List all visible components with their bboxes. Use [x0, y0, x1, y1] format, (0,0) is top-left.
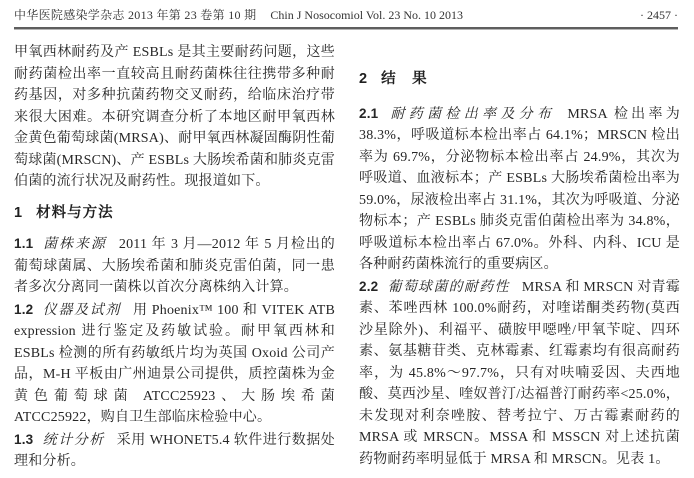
section-2-number: 2 [359, 71, 369, 87]
left-column [14, 42, 335, 473]
continuation-paragraph: 甲氧西林耐药及产 ESBLs 是其主要耐药问题，这些耐药菌检出率一直较高且耐药菌株往往携带多种耐药基因，对多种抗菌药物交叉耐药，给临床治疗带来很大困难。本研究调查分析了本地区耐甲氧西林金黄色葡萄球菌(MRSA)、耐甲氧西林凝固酶阴性葡萄球菌(MRSCN)、产 ESBLs 大肠埃希菌和肺炎克雷伯菌的流行状况及耐药性。现报道如下。 [14, 45, 335, 189]
header-rule [14, 27, 678, 29]
subsection-1-1-title: 菌株来源 [42, 237, 107, 252]
subsection-2-1-text: MRSA 检出率为 38.3%，呼吸道标本检出率占 64.1%；MRSCN 检出率为 69.7%，分泌物标本检出率占 24.9%，其次为呼吸道、血液标本；产 ESBLs 大肠埃希菌检出率为 59.0%，尿液检出率占 31.1%，其次为呼吸道、分泌物标本；产 ESBLs 肺炎克雷伯菌检出率为 34.8%，呼吸道标本检出率占 67.0%。外科、内科、ICU 是各种耐药菌株流行的重要病区。 [359, 106, 680, 272]
subsection-2-2-number: 2.2 [359, 278, 379, 294]
subsection-1-3-text: 采用 WHONET5.4 软件进行数据处理和分析。 [14, 432, 335, 469]
right-column [359, 42, 680, 473]
section-2-title: 结 果 [381, 71, 428, 87]
subsection-2-1-title: 耐药菌检出率及分布 [387, 106, 556, 122]
subsection-1-3-title: 统计分析 [42, 432, 105, 448]
section-2-heading [359, 69, 680, 91]
subsection-2-2-title: 葡萄球菌的耐药性 [387, 279, 510, 295]
running-head-left [14, 6, 463, 23]
subsection-2-2 [359, 276, 680, 471]
page-number: · 2457 · [640, 8, 678, 22]
subsection-2-1 [359, 103, 680, 276]
section-1-heading [14, 203, 335, 225]
subsection-1-3 [14, 429, 335, 473]
subsection-1-2-text: 用 Phoenix™ 100 和 VITEK ATB expression 进行鉴定及药敏试验。耐甲氧西林和 ESBLs 检测的所有药敏纸片均为英国 Oxoid 公司产品，M-H 平板由广州迪景公司提供，质控菌株为金黄色葡萄球菌 ATCC25923、大肠埃希菌 ATCC25922，购自卫生部临床检验中心。 [14, 302, 335, 425]
running-head [14, 6, 678, 23]
article-body [14, 42, 680, 473]
section-1-title: 材料与方法 [36, 204, 114, 221]
subsection-1-3-number: 1.3 [14, 431, 34, 447]
subsection-1-1-number: 1.1 [14, 236, 34, 251]
subsection-1-1-text: 2011 年 3 月—2012 年 5 月检出的葡萄球菌属、大肠埃希菌和肺炎克雷伯菌，同一患者多次分离同一菌株以首次分离株纳入计算。 [14, 237, 336, 295]
subsection-2-1-number: 2.1 [359, 105, 379, 121]
subsection-1-2 [14, 299, 335, 429]
subsection-1-1 [14, 233, 335, 299]
subsection-2-2-text: MRSA 和 MRSCN 对青霉素、苯唑西林 100.0%耐药，对喹诺酮类药物(莫西沙星除外)、利福平、磺胺甲噁唑/甲氧苄啶、四环素、氨基糖苷类、克林霉素、红霉素均有很高耐药率，为 45.8%～97.7%，只有对呋喃妥因、夫西地酸、莫西沙星、喹奴普汀/达福普汀耐药率<25.0%，未发现对利奈唑胺、替考拉宁、万古霉素耐药的 MRSA 或 MRSCN。MSSA 和 MSSCN 对上述抗菌药物耐药率明显低于 MRSA 和 MRSCN。见表 1。 [359, 279, 680, 467]
section-1-number: 1 [14, 204, 24, 221]
journal-title-cn: 中华医院感染学杂志 2013 年第 23 卷第 10 期 [14, 8, 257, 22]
subsection-1-2-number: 1.2 [14, 301, 34, 317]
subsection-1-2-title: 仪器及试剂 [42, 302, 121, 318]
journal-title-en: Chin J Nosocomiol Vol. 23 No. 10 2013 [270, 8, 463, 22]
